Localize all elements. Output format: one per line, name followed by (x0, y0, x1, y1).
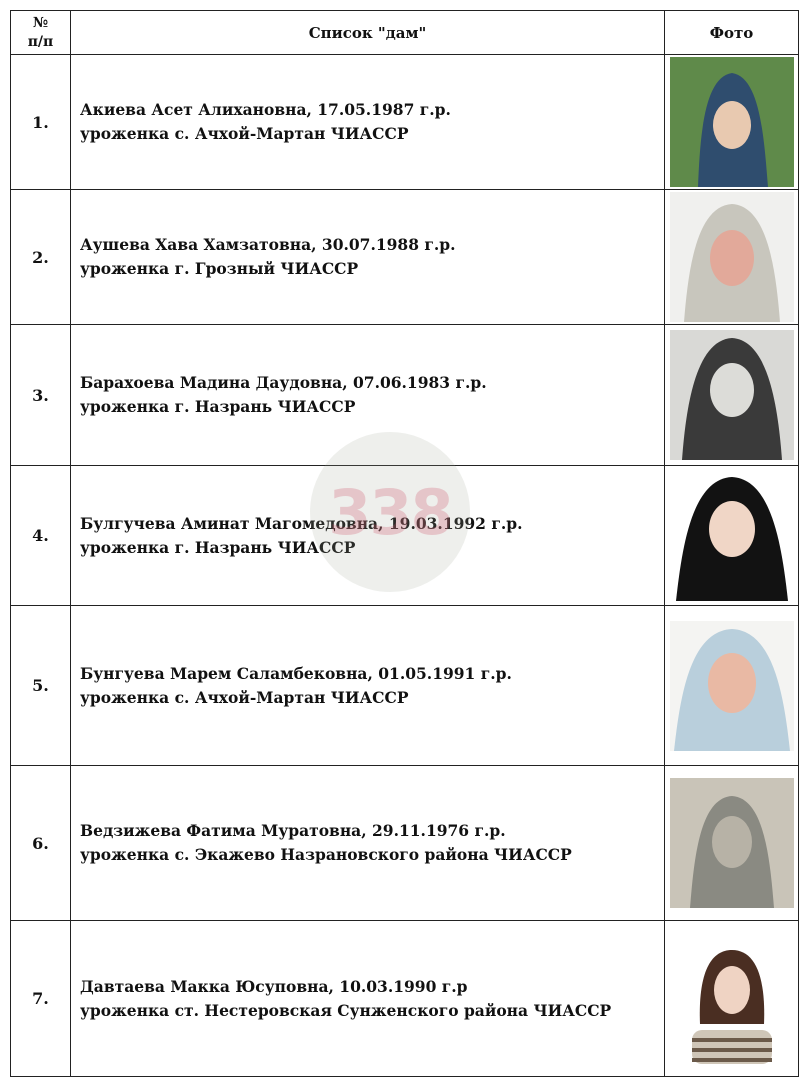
person-name-dob: Ведзижева Фатима Муратовна, 29.11.1976 г.р. (80, 821, 506, 840)
portrait-image (670, 778, 794, 908)
portrait-image (670, 57, 794, 187)
person-birthplace: уроженка г. Назрань ЧИАССР (80, 537, 356, 557)
person-info (71, 190, 665, 325)
person-name-dob: Бунгуева Марем Саламбековна, 01.05.1991 г.р. (80, 663, 512, 683)
table-row (11, 325, 799, 466)
person-birthplace: уроженка с. Ачхой-Мартан ЧИАССР (80, 124, 409, 143)
person-info (71, 766, 665, 921)
person-photo (670, 778, 794, 908)
person-name-dob: Давтаева Макка Юсуповна, 10.03.1990 г.р (80, 976, 468, 996)
row-number: 6. (11, 766, 71, 921)
header-list: Список "дам" (71, 11, 665, 55)
photo-cell (665, 55, 799, 190)
portrait-image (670, 330, 794, 460)
portrait-image (670, 192, 794, 322)
row-number: 5. (11, 606, 71, 766)
person-info (71, 55, 665, 190)
photo-cell (665, 766, 799, 921)
person-name-dob: Барахоева Мадина Даудовна, 07.06.1983 г.р. (80, 373, 487, 392)
table-row (11, 466, 799, 606)
portrait-image (670, 934, 794, 1064)
person-photo (670, 621, 794, 751)
row-number: 7. (11, 921, 71, 1077)
row-number: 1. (11, 55, 71, 190)
table-row (11, 190, 799, 325)
women-list-table (10, 10, 799, 1077)
person-name-dob: Булгучева Аминат Магомедовна, 19.03.1992 г.р. (80, 513, 523, 533)
person-birthplace: уроженка ст. Нестеровская Сунженского района ЧИАССР (80, 1000, 612, 1020)
person-photo (670, 330, 794, 460)
watermark-text: 338 (328, 475, 452, 549)
person-photo (670, 471, 794, 601)
person-birthplace: уроженка с. Экажево Назрановского района ЧИАССР (80, 845, 572, 864)
portrait-image (670, 471, 794, 601)
person-name-dob: Акиева Асет Алихановна, 17.05.1987 г.р. (80, 100, 451, 119)
person-info (71, 606, 665, 766)
person-birthplace: уроженка г. Грозный ЧИАССР (80, 259, 359, 278)
person-photo (670, 192, 794, 322)
table-row (11, 55, 799, 190)
table-row (11, 921, 799, 1077)
photo-cell (665, 921, 799, 1077)
row-number: 3. (11, 325, 71, 466)
portrait-image (670, 621, 794, 751)
photo-cell (665, 325, 799, 466)
person-info (71, 466, 665, 606)
header-number (11, 11, 71, 55)
table-header-row (11, 11, 799, 55)
photo-cell (665, 190, 799, 325)
person-photo (670, 57, 794, 187)
header-number-sign: № (32, 14, 49, 31)
person-info (71, 921, 665, 1077)
person-name-dob: Аушева Хава Хамзатовна, 30.07.1988 г.р. (80, 235, 456, 254)
row-number: 2. (11, 190, 71, 325)
person-photo (670, 934, 794, 1064)
header-number-abbr: п/п (27, 33, 54, 50)
photo-cell (665, 466, 799, 606)
table-row (11, 766, 799, 921)
row-number: 4. (11, 466, 71, 606)
table-row (11, 606, 799, 766)
person-birthplace: уроженка г. Назрань ЧИАССР (80, 397, 356, 416)
photo-cell (665, 606, 799, 766)
person-info (71, 325, 665, 466)
header-photo: Фото (665, 11, 799, 55)
person-birthplace: уроженка с. Ачхой-Мартан ЧИАССР (80, 687, 409, 707)
